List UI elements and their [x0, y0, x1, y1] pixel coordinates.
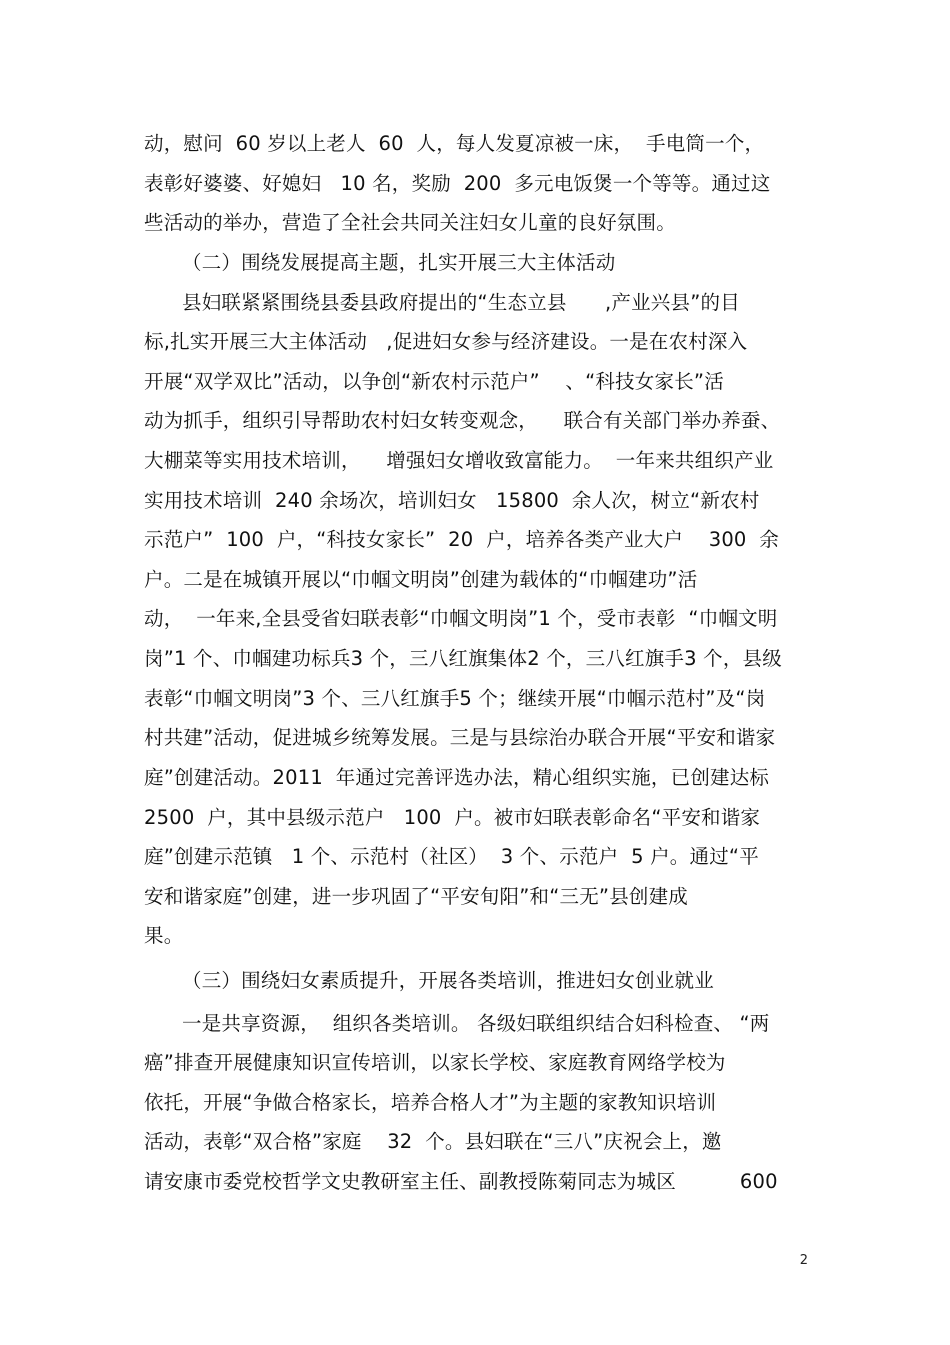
text-line: 庭”创建活动。2011 年通过完善评选办法，精心组织实施，已创建达标: [144, 766, 770, 789]
text-line: 庭”创建示范镇 1 个、示范村（社区） 3 个、示范户 5 户。通过“平: [144, 845, 759, 868]
text-line: 县妇联紧紧围绕县委县政府提出的“生态立县 ,产业兴县”的目: [182, 291, 740, 314]
section-heading: （二）围绕发展提高主题，扎实开展三大主体活动: [182, 251, 616, 274]
text-line: 2500 户，其中县级示范户 100 户。被市妇联表彰命名“平安和谐家: [144, 806, 761, 829]
text-line: 岗”1 个、巾帼建功标兵3 个，三八红旗集体2 个，三八红旗手3 个，县级: [144, 647, 782, 670]
text-line: 标,扎实开展三大主体活动 ,促进妇女参与经济建设。一是在农村深入: [144, 330, 748, 353]
text-line: 表彰“巾帼文明岗”3 个、三八红旗手5 个；继续开展“巾帼示范村”及“岗: [144, 687, 766, 710]
text-line: 癌”排查开展健康知识宣传培训，以家长学校、家庭教育网络学校为: [144, 1051, 726, 1074]
text-line: 一是共享资源， 组织各类培训。 各级妇联组织结合妇科检查、 “两: [182, 1012, 770, 1035]
page-number: 2: [799, 1253, 808, 1268]
text-line: 果。: [144, 924, 184, 947]
text-line: 开展“双学双比”活动，以争创“新农村示范户” 、“科技女家长”活: [144, 370, 724, 393]
text-line: 依托，开展“争做合格家长，培养合格人才”为主题的家教知识培训: [144, 1091, 717, 1114]
text-line: 大棚菜等实用技术培训， 增强妇女增收致富能力。 一年来共组织产业: [144, 449, 774, 472]
text-line: 村共建”活动，促进城乡统筹发展。三是与县综治办联合开展“平安和谐家: [144, 726, 776, 749]
text-line: 动， 一年来,全县受省妇联表彰“巾帼文明岗”1 个，受市表彰 “巾帼文明: [144, 607, 778, 630]
text-line: 请安康市委党校哲学文史教研室主任、副教授陈菊同志为城区 600: [144, 1170, 778, 1193]
text-line: 户。二是在城镇开展以“巾帼文明岗”创建为载体的“巾帼建功”活: [144, 568, 698, 591]
text-line: 示范户” 100 户，“科技女家长” 20 户，培养各类产业大户 300 余: [144, 528, 780, 551]
text-line: 实用技术培训 240 余场次，培训妇女 15800 余人次，树立“新农村: [144, 489, 760, 512]
section-heading: （三）围绕妇女素质提升，开展各类培训，推进妇女创业就业: [182, 969, 714, 992]
text-line: 活动，表彰“双合格”家庭 32 个。县妇联在“三八”庆祝会上，邀: [144, 1130, 722, 1153]
text-line: 表彰好婆婆、好媳妇 10 名，奖励 200 多元电饭煲一个等等。通过这: [144, 172, 771, 195]
text-line: 安和谐家庭”创建，进一步巩固了“平安旬阳”和“三无”县创建成: [144, 885, 689, 908]
text-line: 些活动的举办，营造了全社会共同关注妇女儿童的良好氛围。: [144, 211, 676, 234]
text-line: 动为抓手，组织引导帮助农村妇女转变观念， 联合有关部门举办养蚕、: [144, 409, 781, 432]
text-line: 动，慰问 60 岁以上老人 60 人，每人发夏凉被一床， 手电筒一个，: [144, 132, 765, 155]
